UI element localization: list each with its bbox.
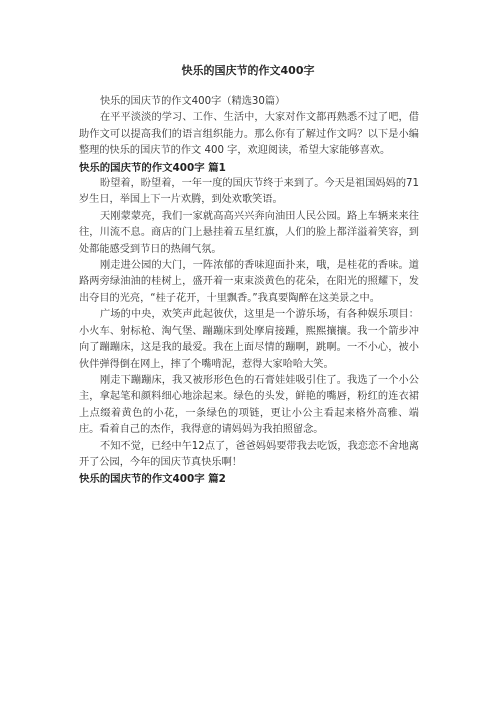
section-heading-2: 快乐的国庆节的作文400字 篇2: [79, 473, 226, 486]
paragraph: 天刚蒙蒙亮，我们一家就高高兴兴奔向油田人民公园。路上车辆来来往往，川流不息。商店的门上悬挂着五星红旗，人们的脸上都洋溢着笑容，到处都能感受到节日的热闹气氛。: [79, 210, 419, 255]
document-body: [79, 94, 419, 488]
intro-title: 快乐的国庆节的作文400字（精选30篇）: [100, 96, 286, 107]
paragraph: 刚走下蹦蹦床，我又被形形色色的石膏娃娃吸引住了。我选了一个小公主，拿起笔和颜料细心地涂起来。绿色的头发，鲜艳的嘴唇，粉红的连衣裙上点缀着黄色的小花，一条绿色的项链，更让小公主看起来格外高雅、端庄。看着自己的杰作，我得意的请妈妈为我拍照留念。: [79, 374, 419, 436]
document-title: 快乐的国庆节的作文400字: [181, 64, 315, 77]
paragraph: 刚走进公园的大门，一阵浓郁的香味迎面扑来，哦，是桂花的香味。道路两旁绿油油的桂树上，盛开着一束束淡黄色的花朵，在阳光的照耀下，发出夺目的光亮，“桂子花开，十里飘香。”我真要陶醉在这美景之中。: [79, 260, 419, 304]
paragraph: 不知不觉，已经中午12点了，爸爸妈妈要带我去吃饭，我恋恋不舍地离开了公园，今年的国庆节真快乐啊！: [79, 440, 419, 468]
paragraph: 广场的中央，欢笑声此起彼伏，这里是一个游乐场，有各种娱乐项目：小火车、射标枪、淘气堡、蹦蹦床到处摩肩接踵，熙熙攘攘。我一个箭步冲向了蹦蹦床，这是我的最爱。我在上面尽情的蹦啊，跳啊。一不小心，被小伙伴弹得倒在网上，摔了个嘴啃泥，惹得大家哈哈大笑。: [79, 309, 419, 370]
paragraph: 盼望着，盼望着，一年一度的国庆节终于来到了。今天是祖国妈妈的71岁生日，举国上下一片欢腾，到处欢歌笑语。: [79, 178, 419, 206]
section-heading-1: 快乐的国庆节的作文400字 篇1: [79, 161, 226, 174]
intro-paragraph: 在平平淡淡的学习、工作、生活中，大家对作文都再熟悉不过了吧，借助作文可以提高我们的语言组织能力。那么你有了解过作文吗？以下是小编整理的快乐的国庆节的作文 400 字，欢迎阅读，希望大家能够喜欢。: [79, 112, 419, 157]
